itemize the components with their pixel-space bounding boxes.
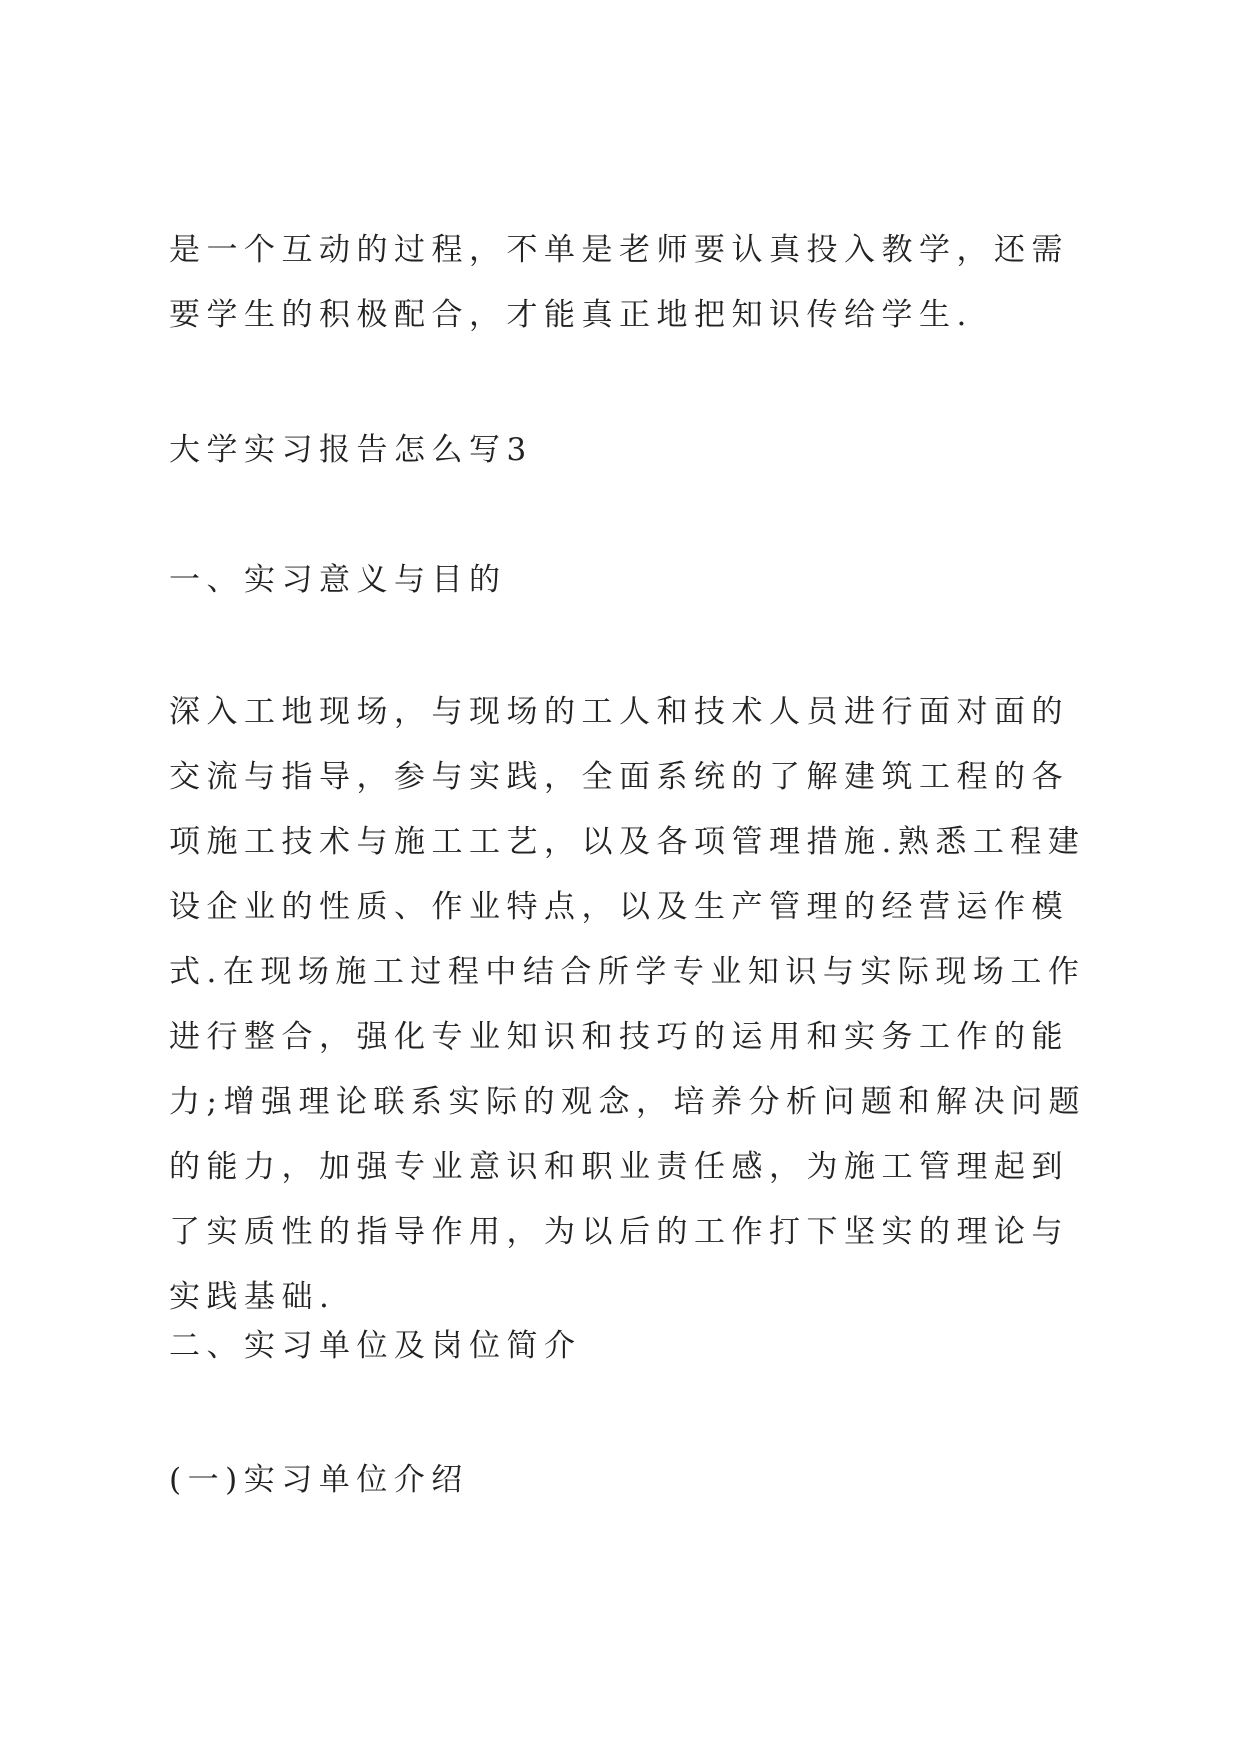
report-title: 大学实习报告怎么写3 [169, 432, 533, 468]
paragraph-continuation: 是一个互动的过程，不单是老师要认真投入教学，还需要学生的积极配合，才能真正地把知识传给学生. [169, 232, 1069, 333]
subsection-heading: (一)实习单位介绍 [169, 1462, 469, 1498]
section-1-paragraph: 深入工地现场，与现场的工人和技术人员进行面对面的交流与指导，参与实践，全面系统的了解建筑工程的各项施工技术与施工工艺，以及各项管理措施.熟悉工程建设企业的性质、作业特点，以及生产管理的经营运作模式.在现场施工过程中结合所学专业知识与实际现场工作进行整合，强化专业知识和技巧的运用和实务工作的能力;增强理论联系实际的观念，培养分析问题和解决问题的能力，加强专业意识和职业责任感，为施工管理起到了实质性的指导作用，为以后的工作打下坚实的理论与实践基础. [169, 694, 1086, 1315]
section-2-heading: 二、实习单位及岗位简介 [169, 1328, 582, 1364]
section-1-heading: 一、实习意义与目的 [169, 562, 507, 598]
